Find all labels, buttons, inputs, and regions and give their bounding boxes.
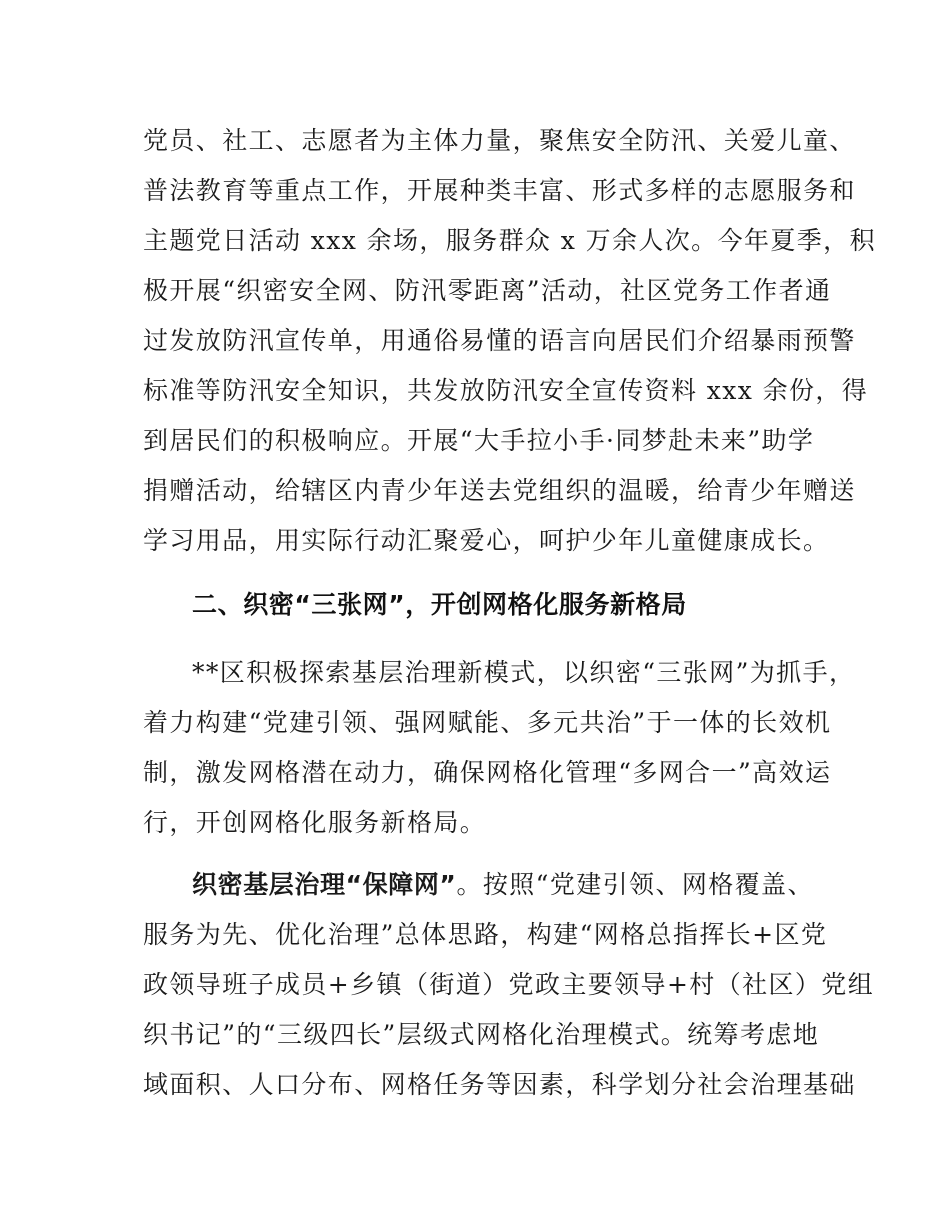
paragraph-3-line-2: 服务为先、优化治理”总体思路，构建“网格总指挥长+区党 [143, 920, 828, 949]
paragraph-3-line-1 [192, 870, 814, 900]
paragraph-3-lead-heading: 织密基层治理“保障网” [192, 870, 457, 899]
paragraph-2-line-4: 行，开创网格化服务新格局。 [143, 808, 487, 837]
paragraph-3-line-3: 政领导班子成员+乡镇（街道）党政主要领导+村（社区）党组 [143, 970, 875, 999]
paragraph-2-line-2: 着力构建“党建引领、强网赋能、多元共治”于一体的长效机 [143, 708, 832, 737]
paragraph-3-line-5: 域面积、人口分布、网格任务等因素，科学划分社会治理基础 [143, 1070, 856, 1099]
paragraph-1-line-4: 极开展“织密安全网、防汛零距离”活动，社区党务工作者通 [143, 276, 832, 305]
paragraph-1-line-1: 党员、社工、志愿者为主体力量，聚焦安全防汛、关爱儿童、 [143, 126, 856, 155]
paragraph-2-line-3: 制，激发网格潜在动力，确保网格化管理“多网合一”高效运 [143, 758, 832, 787]
paragraph-3-lead-text: 。按照“党建引领、网格覆盖、 [456, 870, 814, 899]
paragraph-2-line-1: **区积极探索基层治理新模式，以织密“三张网”为抓手， [192, 658, 856, 687]
paragraph-1-line-6: 标准等防汛安全知识，共发放防汛安全宣传资料 xxx 余份，得 [143, 376, 869, 405]
paragraph-1-line-5: 过发放防汛宣传单，用通俗易懂的语言向居民们介绍暴雨预警 [143, 326, 856, 355]
section-heading-2: 二、织密“三张网”，开创网格化服务新格局 [192, 590, 687, 619]
paragraph-1-line-9: 学习用品，用实际行动汇聚爱心，呵护少年儿童健康成长。 [143, 526, 830, 555]
paragraph-1-line-2: 普法教育等重点工作，开展种类丰富、形式多样的志愿服务和 [143, 176, 856, 205]
paragraph-1-line-8: 捐赠活动，给辖区内青少年送去党组织的温暖，给青少年赠送 [143, 476, 856, 505]
paragraph-3-line-4: 织书记”的“三级四长”层级式网格化治理模式。统筹考虑地 [143, 1020, 820, 1049]
paragraph-1-line-7: 到居民们的积极响应。开展“大手拉小手·同梦赴未来”助学 [143, 426, 815, 455]
paragraph-1-line-3: 主题党日活动 xxx 余场，服务群众 x 万余人次。今年夏季，积 [143, 226, 876, 255]
